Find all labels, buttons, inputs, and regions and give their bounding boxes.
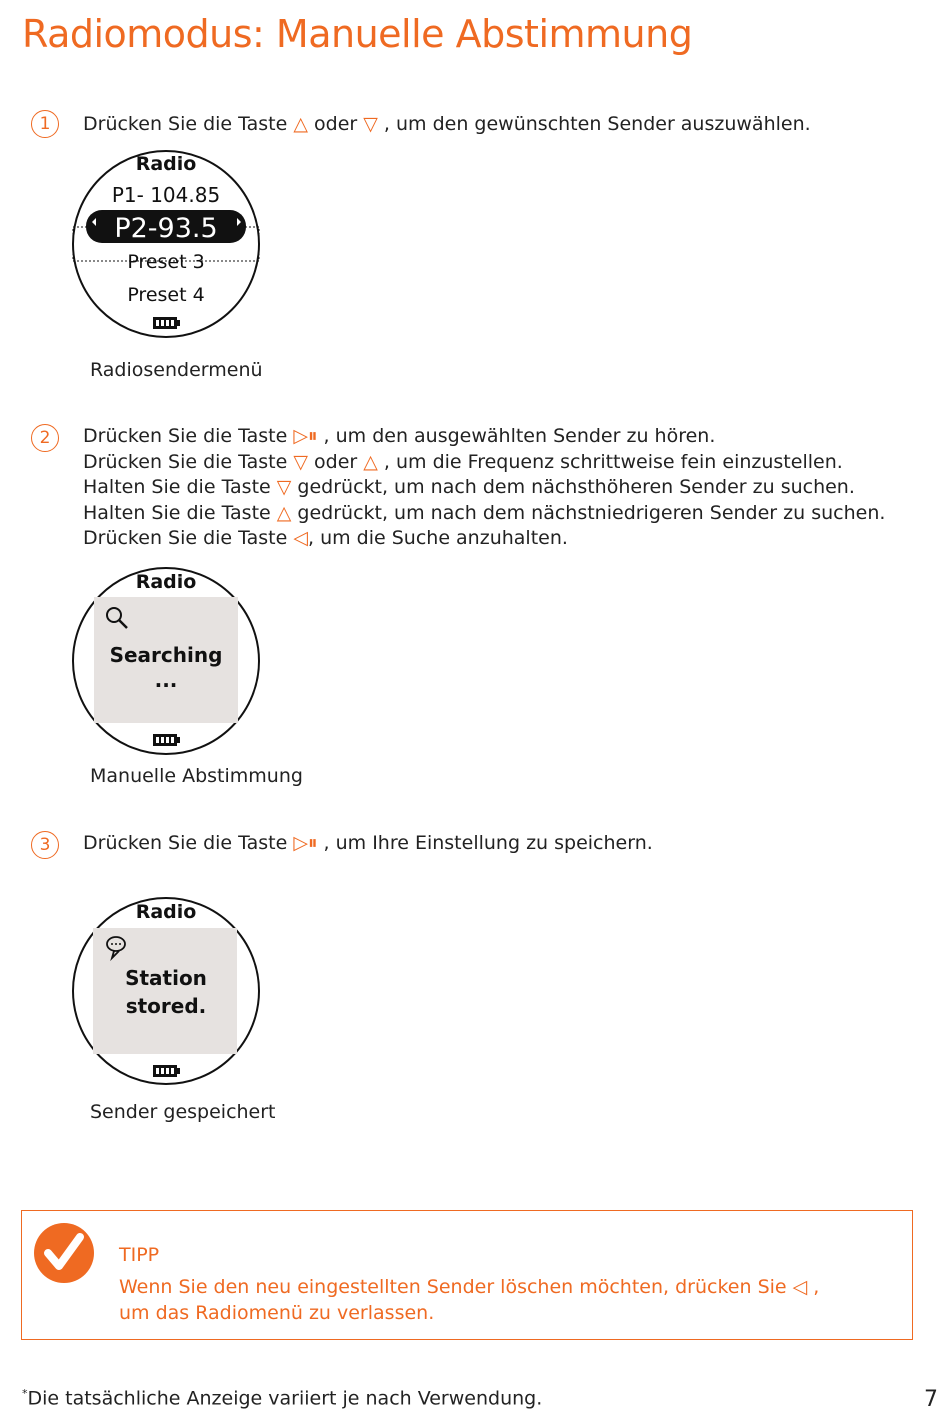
instruction-text: Drücken Sie die Taste: [83, 832, 294, 854]
searching-text: Searching: [109, 643, 223, 667]
instruction-text: um das Radiomenü zu verlassen.: [119, 1301, 435, 1324]
battery-icon: [153, 317, 180, 329]
button-glyph-icon: △: [276, 501, 292, 524]
caption-radio-menu: Radiosendermenü: [90, 359, 263, 381]
screen-panel: [93, 928, 237, 1054]
tip-text: [119, 1275, 819, 1326]
step-number-1: 1: [31, 110, 59, 138]
menu-item-4: Preset 4: [127, 284, 205, 306]
radio-menu-screen: [70, 148, 262, 340]
screen-header: Radio: [135, 901, 197, 923]
searching-dots: ...: [154, 668, 178, 692]
footnote-text: Die tatsächliche Anzeige variiert je nach Verwendung.: [27, 1387, 543, 1410]
instruction-text: Drücken Sie die Taste: [83, 450, 294, 473]
page-number: 7: [924, 1387, 938, 1412]
instruction-line: [83, 831, 653, 857]
stored-line-2: stored.: [125, 994, 207, 1018]
menu-item-1: P1- 104.85: [111, 183, 221, 207]
button-glyph-icon: △: [293, 113, 308, 135]
station-stored-screen: [70, 895, 262, 1087]
tip-title: TIPP: [119, 1244, 160, 1266]
page-title: Radiomodus: Manuelle Abstimmung: [22, 12, 693, 56]
instruction-line: [119, 1301, 819, 1327]
instruction-text: gedrückt, um nach dem nächstniedrigeren Sender zu suchen.: [291, 501, 886, 524]
menu-item-selected: P2-93.5: [114, 213, 218, 244]
instruction-text: Drücken Sie die Taste: [83, 527, 294, 550]
battery-icon: [153, 734, 180, 746]
instruction-line: [83, 112, 811, 138]
tip-box: [21, 1210, 913, 1340]
instruction-text: , um die Suche anzuhalten.: [307, 527, 568, 550]
caption-station-stored: Sender gespeichert: [90, 1101, 276, 1123]
step-1-text: [83, 112, 811, 138]
instruction-text: oder: [307, 450, 364, 473]
step-number-3: 3: [31, 831, 59, 859]
step-2-text: [83, 424, 885, 552]
instruction-text: Halten Sie die Taste: [83, 501, 277, 524]
instruction-text: gedrückt, um nach dem nächsthöheren Sender zu suchen.: [291, 476, 855, 499]
button-glyph-icon: ◁: [792, 1276, 808, 1298]
button-glyph-icon: ▽: [363, 113, 378, 135]
instruction-text: , um den gewünschten Sender auszuwählen.: [377, 113, 811, 135]
instruction-text: , um Ihre Einstellung zu speichern.: [317, 832, 653, 854]
footnote-mark: *: [22, 1387, 28, 1400]
screen-header: Radio: [135, 153, 197, 175]
caption-manual-tuning: Manuelle Abstimmung: [90, 765, 303, 787]
button-glyph-icon: ▽: [293, 450, 308, 473]
button-glyph-icon: ▷⏸: [293, 832, 318, 854]
stored-line-1: Station: [125, 966, 207, 990]
battery-icon: [153, 1065, 180, 1077]
instruction-line: [83, 450, 885, 476]
button-glyph-icon: ▽: [276, 476, 292, 499]
instruction-text: , um die Frequenz schrittweise fein einzustellen.: [377, 450, 843, 473]
instruction-text: Drücken Sie die Taste: [83, 425, 294, 447]
instruction-line: [83, 424, 885, 450]
instruction-text: oder: [307, 113, 364, 135]
instruction-line: [119, 1275, 819, 1301]
step-number-2: 2: [31, 424, 59, 452]
instruction-text: ,: [807, 1276, 820, 1298]
instruction-text: Wenn Sie den neu eingestellten Sender löschen möchten, drücken Sie: [119, 1276, 793, 1298]
searching-screen: [70, 565, 262, 757]
button-glyph-icon: ▷⏸: [293, 425, 318, 447]
instruction-line: [83, 501, 885, 527]
instruction-line: [83, 526, 885, 552]
footnote: [22, 1387, 542, 1409]
menu-item-3: Preset 3: [127, 251, 205, 273]
instruction-text: , um den ausgewählten Sender zu hören.: [317, 425, 716, 447]
instruction-text: Halten Sie die Taste: [83, 476, 277, 499]
button-glyph-icon: △: [363, 450, 378, 473]
instruction-text: Drücken Sie die Taste: [83, 113, 294, 135]
checkmark-icon: [34, 1223, 94, 1283]
step-3-text: [83, 831, 653, 857]
screen-header: Radio: [135, 571, 197, 593]
instruction-line: [83, 475, 885, 501]
button-glyph-icon: ◁: [293, 527, 308, 550]
